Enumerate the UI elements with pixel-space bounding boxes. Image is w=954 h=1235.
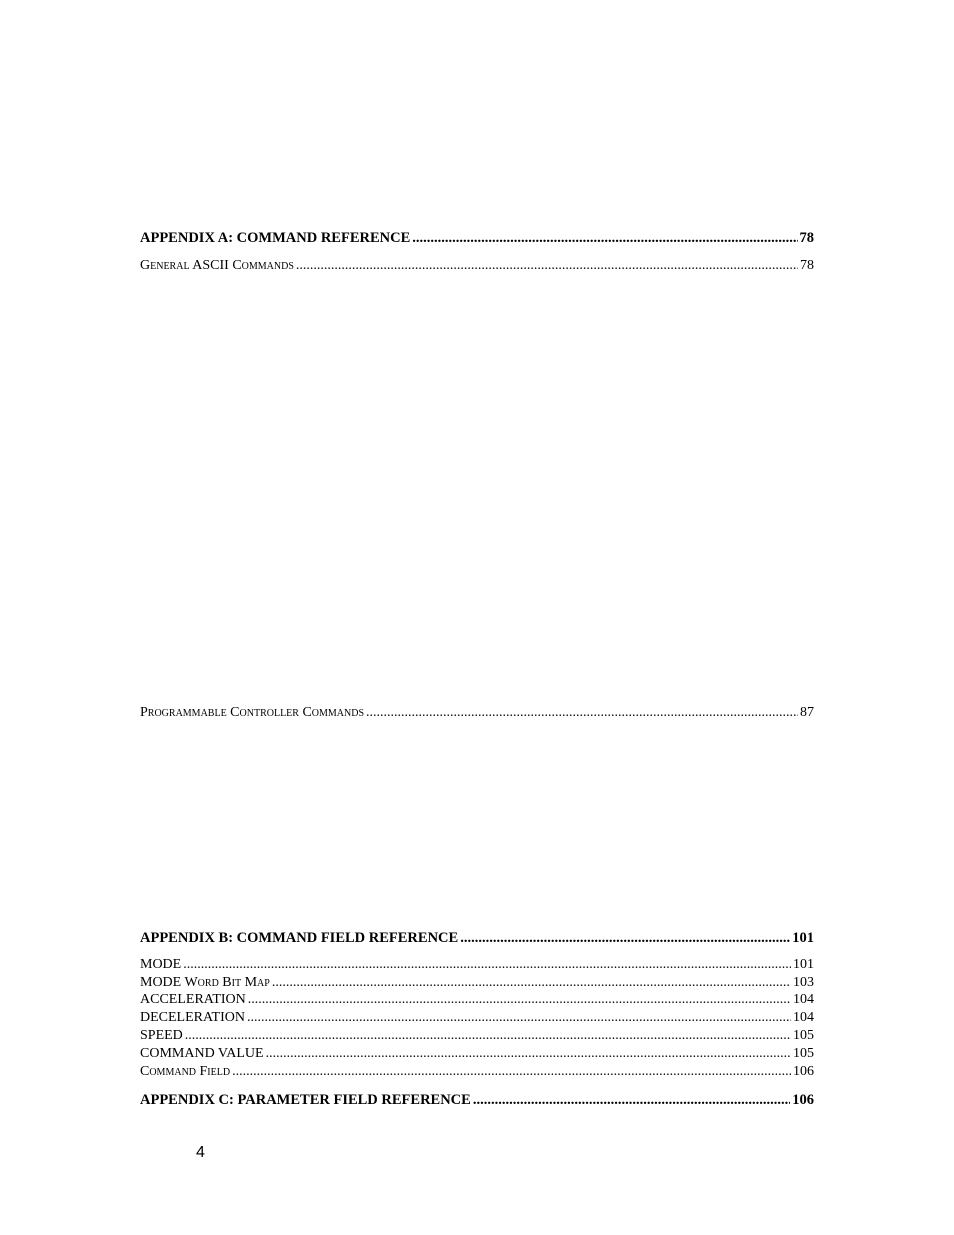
toc-title: COMMAND VALUE xyxy=(140,1046,264,1061)
toc-title: APPENDIX A: COMMAND REFERENCE xyxy=(140,230,411,246)
toc-entry-command-field[interactable] xyxy=(140,1063,814,1081)
toc-leader-dots xyxy=(248,991,791,1009)
toc-title: APPENDIX C: PARAMETER FIELD REFERENCE xyxy=(140,1092,471,1108)
toc-entry-appendix-b[interactable] xyxy=(140,929,814,947)
toc-leader-dots xyxy=(272,974,791,992)
footer-page-number: 4 xyxy=(196,1144,205,1161)
toc-page-number: 104 xyxy=(793,1010,814,1025)
toc-title: SPEED xyxy=(140,1028,183,1043)
toc-title: DECELERATION xyxy=(140,1010,245,1025)
toc-title: Command Field xyxy=(140,1064,231,1079)
toc-title: MODE Word Bit Map xyxy=(140,975,270,990)
toc-page-number: 105 xyxy=(793,1046,814,1061)
toc-title: MODE xyxy=(140,957,182,972)
toc-entry-deceleration[interactable] xyxy=(140,1009,814,1027)
toc-title: APPENDIX B: COMMAND FIELD REFERENCE xyxy=(140,930,459,946)
toc-page-number: 78 xyxy=(799,230,814,246)
toc-leader-dots xyxy=(185,1027,791,1045)
toc-entry-acceleration[interactable] xyxy=(140,991,814,1009)
toc-entry-programmable-controller-commands[interactable] xyxy=(140,704,814,722)
toc-entry-mode[interactable] xyxy=(140,956,814,974)
toc-entry-speed[interactable] xyxy=(140,1027,814,1045)
toc-page-number: 106 xyxy=(793,1064,814,1079)
toc-entry-mode-word-bit-map[interactable] xyxy=(140,974,814,992)
toc-entry-appendix-c[interactable] xyxy=(140,1091,814,1109)
toc-page-number: 101 xyxy=(793,957,814,972)
toc-entry-command-value[interactable] xyxy=(140,1045,814,1063)
toc-leader-dots xyxy=(232,1063,791,1081)
toc-page-number: 103 xyxy=(793,975,814,990)
toc-leader-dots xyxy=(412,229,797,247)
toc-page-number: 105 xyxy=(793,1028,814,1043)
toc-title: General ASCII Commands xyxy=(140,258,294,273)
toc-leader-dots xyxy=(183,956,791,974)
toc-page-number: 104 xyxy=(793,992,814,1007)
toc-leader-dots xyxy=(266,1045,791,1063)
toc-title: ACCELERATION xyxy=(140,992,246,1007)
toc-page-number: 78 xyxy=(800,258,814,273)
toc-page-number: 106 xyxy=(792,1092,814,1108)
toc-leader-dots xyxy=(473,1091,790,1109)
toc-entry-appendix-a[interactable] xyxy=(140,229,814,247)
toc-leader-dots xyxy=(247,1009,791,1027)
toc-leader-dots xyxy=(460,929,790,947)
toc-page-number: 87 xyxy=(800,705,814,720)
toc-entry-general-ascii-commands[interactable] xyxy=(140,257,814,275)
toc-page-number: 101 xyxy=(792,930,814,946)
toc-title: Programmable Controller Commands xyxy=(140,705,365,720)
toc-leader-dots xyxy=(296,257,798,275)
toc-leader-dots xyxy=(366,704,798,722)
